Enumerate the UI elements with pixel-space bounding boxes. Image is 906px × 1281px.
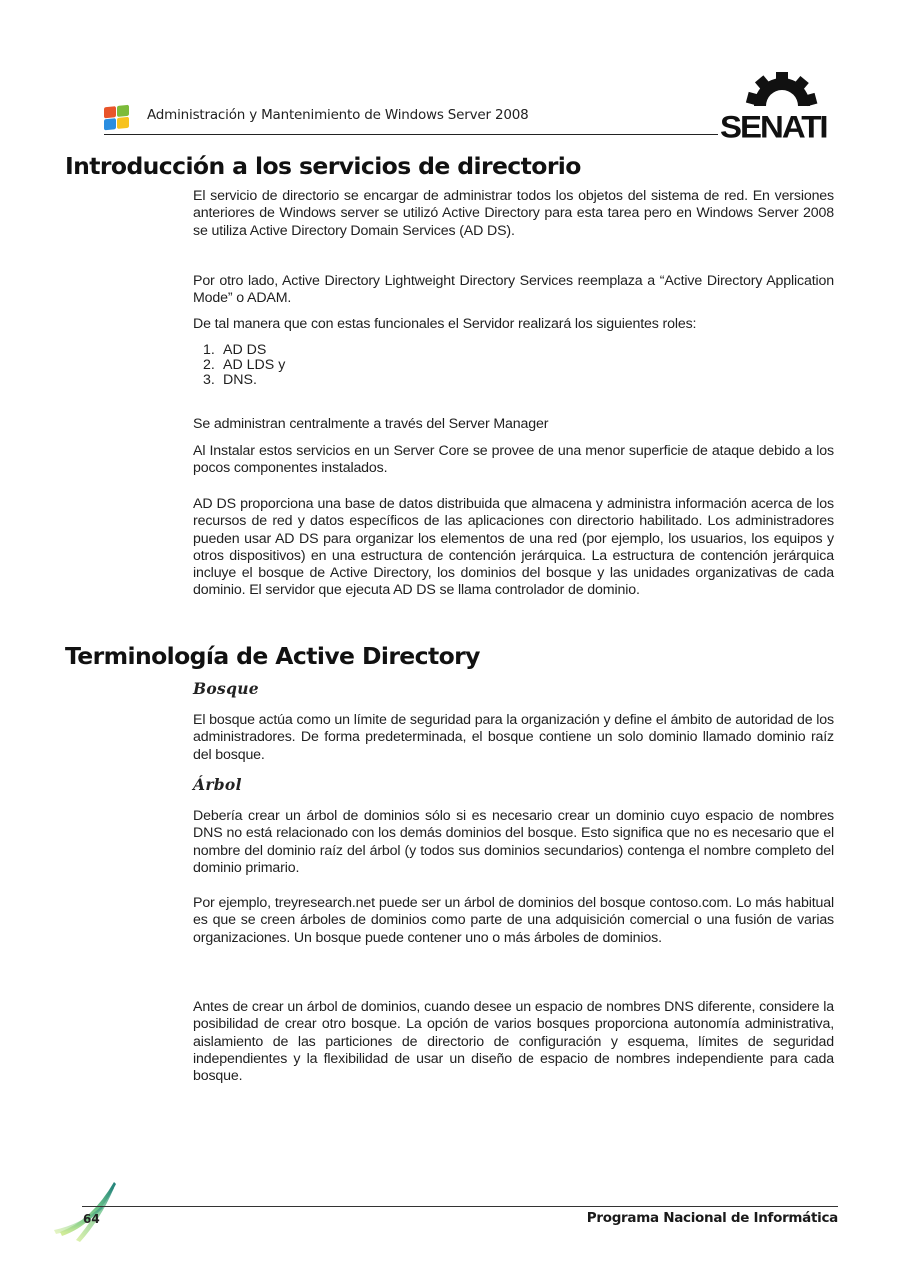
header-divider [104,134,718,135]
windows-flag-icon [104,105,130,132]
paragraph: De tal manera que con estas funcionales el Servidor realizará los siguientes roles: [193,316,697,332]
paragraph: El bosque actúa como un límite de seguridad para la organización y define el ámbito de autoridad de los administradores. De forma predeterminada, el bosque contiene un solo dominio llamado dominio raíz del bosque. [193,712,834,763]
list-item: 2. AD LDS y [203,357,286,374]
page-number: 64 [83,1212,100,1226]
paragraph: Al Instalar estos servicios en un Server Core se provee de una menor superficie de ataque debido a los pocos componentes instalados. [193,443,834,477]
paragraph: AD DS proporciona una base de datos distribuida que almacena y administra información acerca de los recursos de red y datos específicos de las aplicaciones con directorio habilitado. Los administradores pueden usar AD DS para organizar los elementos de una red (por ejemplo, los usuarios, los equipos y otros dispositivos) en una estructura de contención jerárquica. La estructura de contención jerárquica incluye el bosque de Active Directory, los dominios del bosque y las unidades organizativas de cada dominio. El servidor que ejecuta AD DS se llama controlador de dominio. [193,496,834,599]
book-title: Administración y Mantenimiento de Windows Server 2008 [147,107,529,123]
list-item: 1. AD DS [203,342,267,358]
subheading-bosque: Bosque [193,679,259,698]
senati-logo [718,72,846,145]
list-item: 3. DNS. [203,372,257,389]
section-heading-intro: Introducción a los servicios de directorio [65,152,581,180]
footer-title: Programa Nacional de Informática [586,1210,838,1226]
section-heading-terminology: Terminología de Active Directory [65,642,480,670]
footer-divider [82,1206,838,1207]
green-swoosh-icon [52,1180,132,1242]
senati-logo-text: SENATI [720,108,827,145]
paragraph: Se administran centralmente a través del Server Manager [193,416,549,432]
paragraph: Por ejemplo, treyresearch.net puede ser un árbol de dominios del bosque contoso.com. Lo más habitual es que se creen árboles de dominios como parte de una adquisición comercial o una fusión de varias organizaciones. Un bosque puede contener uno o más árboles de dominios. [193,895,834,946]
paragraph: Antes de crear un árbol de dominios, cuando desee un espacio de nombres DNS diferente, considere la posibilidad de crear otro bosque. La opción de varios bosques proporciona autonomía administrativa, aislamiento de las particiones de directorio de configuración y esquema, límites de seguridad independientes y la flexibilidad de usar un diseño de espacio de nombres independiente para cada bosque. [193,999,834,1085]
paragraph: Debería crear un árbol de dominios sólo si es necesario crear un dominio cuyo espacio de nombres DNS no está relacionado con los demás dominios del bosque. Esto significa que no es necesario que el nombre del dominio raíz del árbol (y todos sus dominios secundarios) contenga el nombre completo del dominio primario. [193,808,834,876]
paragraph: El servicio de directorio se encargar de administrar todos los objetos del sistema de red. En versiones anteriores de Windows server se utilizó Active Directory para esta tarea pero en Windows Server 2008 se utiliza Active Directory Domain Services (AD DS). [193,188,834,239]
paragraph: Por otro lado, Active Directory Lightweight Directory Services reemplaza a “Active Directory Application Mode” o ADAM. [193,273,834,307]
subheading-arbol: Árbol [193,775,242,794]
roles-list [193,343,593,389]
page-header [0,0,906,145]
